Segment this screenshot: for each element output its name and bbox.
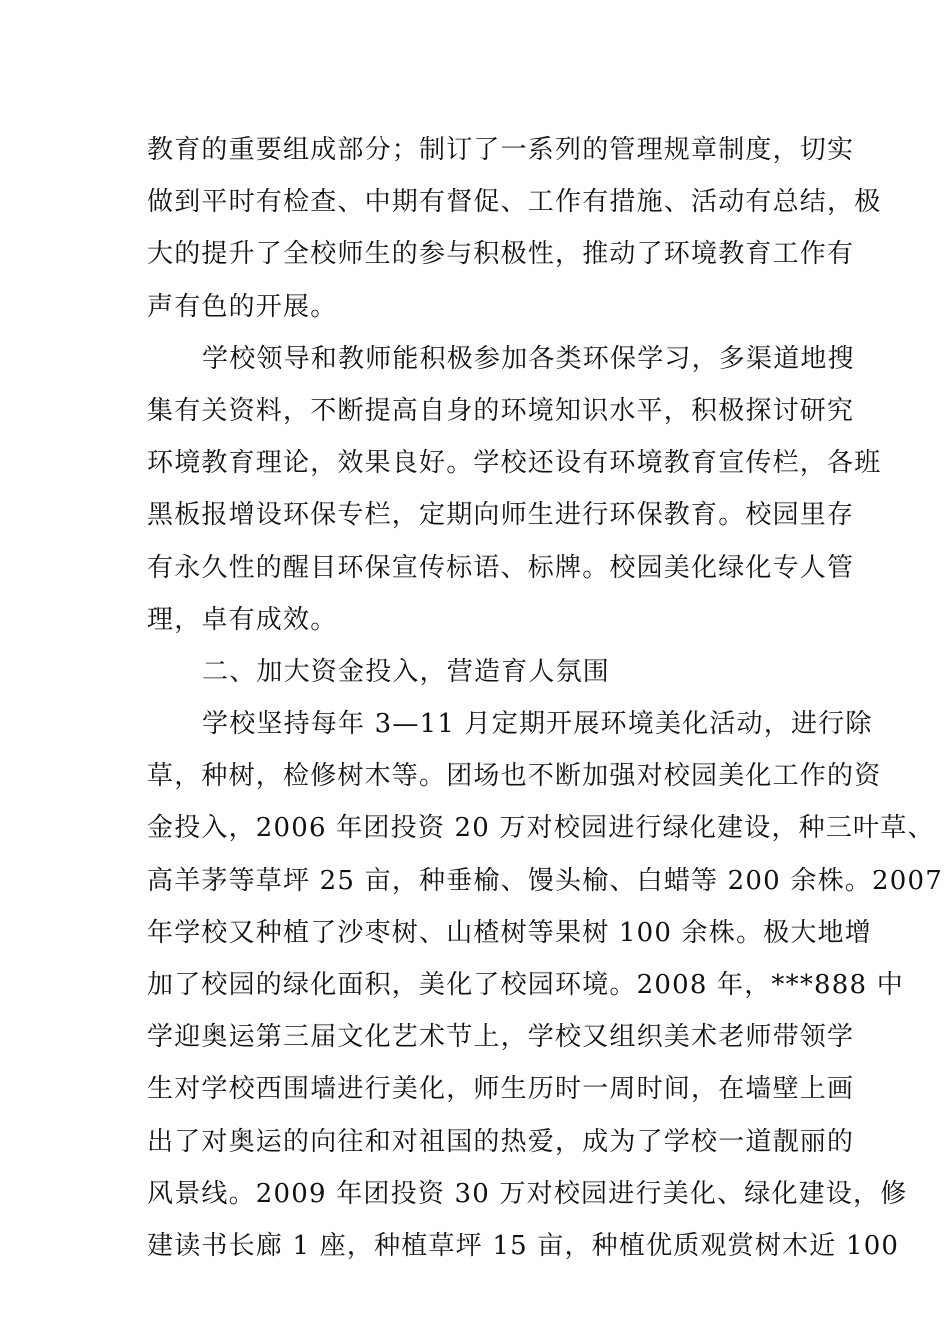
text-line: 金投入，2006 年团投资 20 万对校园进行绿化建设，种三叶草、	[147, 813, 935, 844]
text-line: 出了对奥运的向往和对祖国的热爱，成为了学校一道靓丽的	[147, 1126, 855, 1157]
text-line: 学迎奥运第三届文化艺术节上，学校又组织美术老师带领学	[147, 1022, 855, 1053]
text-line: 有永久性的醒目环保宣传标语、标牌。校园美化绿化专人管	[147, 552, 855, 583]
text-line: 加了校园的绿化面积，美化了校园环境。2008 年，***888 中	[147, 970, 904, 1000]
text-line: 教育的重要组成部分；制订了一系列的管理规章制度，切实	[147, 135, 855, 165]
section-heading: 二、加大资金投入，营造育人氛围	[202, 656, 611, 687]
paragraph-start-line: 学校坚持每年 3—11 月定期开展环境美化活动，进行除	[202, 709, 873, 740]
text-line: 生对学校西围墙进行美化，师生历时一周时间，在墙壁上画	[147, 1074, 855, 1105]
text-line: 环境教育理论，效果良好。学校还设有环境教育宣传栏，各班	[147, 448, 882, 479]
body-text	[147, 124, 943, 1272]
text-line: 建读书长廊 1 座，种植草坪 15 亩，种植优质观赏树木近 100	[147, 1230, 900, 1261]
paragraph-start-line: 学校领导和教师能积极参加各类环保学习，多渠道地搜	[202, 343, 855, 374]
text-line: 做到平时有检查、中期有督促、工作有措施、活动有总结，极	[147, 187, 882, 218]
text-line: 集有关资料，不断提高自身的环境知识水平，积极探讨研究	[147, 395, 855, 426]
text-line: 高羊茅等草坪 25 亩，种垂榆、馒头榆、白蜡等 200 余株。2007	[147, 865, 943, 896]
text-line: 大的提升了全校师生的参与积极性，推动了环境教育工作有	[147, 239, 855, 270]
text-line: 风景线。2009 年团投资 30 万对校园进行美化、绿化建设，修	[147, 1178, 908, 1209]
text-line: 年学校又种植了沙枣树、山楂树等果树 100 余株。极大地增	[147, 917, 872, 948]
text-line: 理，卓有成效。	[147, 604, 338, 635]
text-line: 草，种树，检修树木等。团场也不断加强对校园美化工作的资	[147, 761, 882, 792]
text-line: 声有色的开展。	[147, 291, 338, 322]
text-line: 黑板报增设环保专栏，定期向师生进行环保教育。校园里存	[147, 500, 855, 531]
